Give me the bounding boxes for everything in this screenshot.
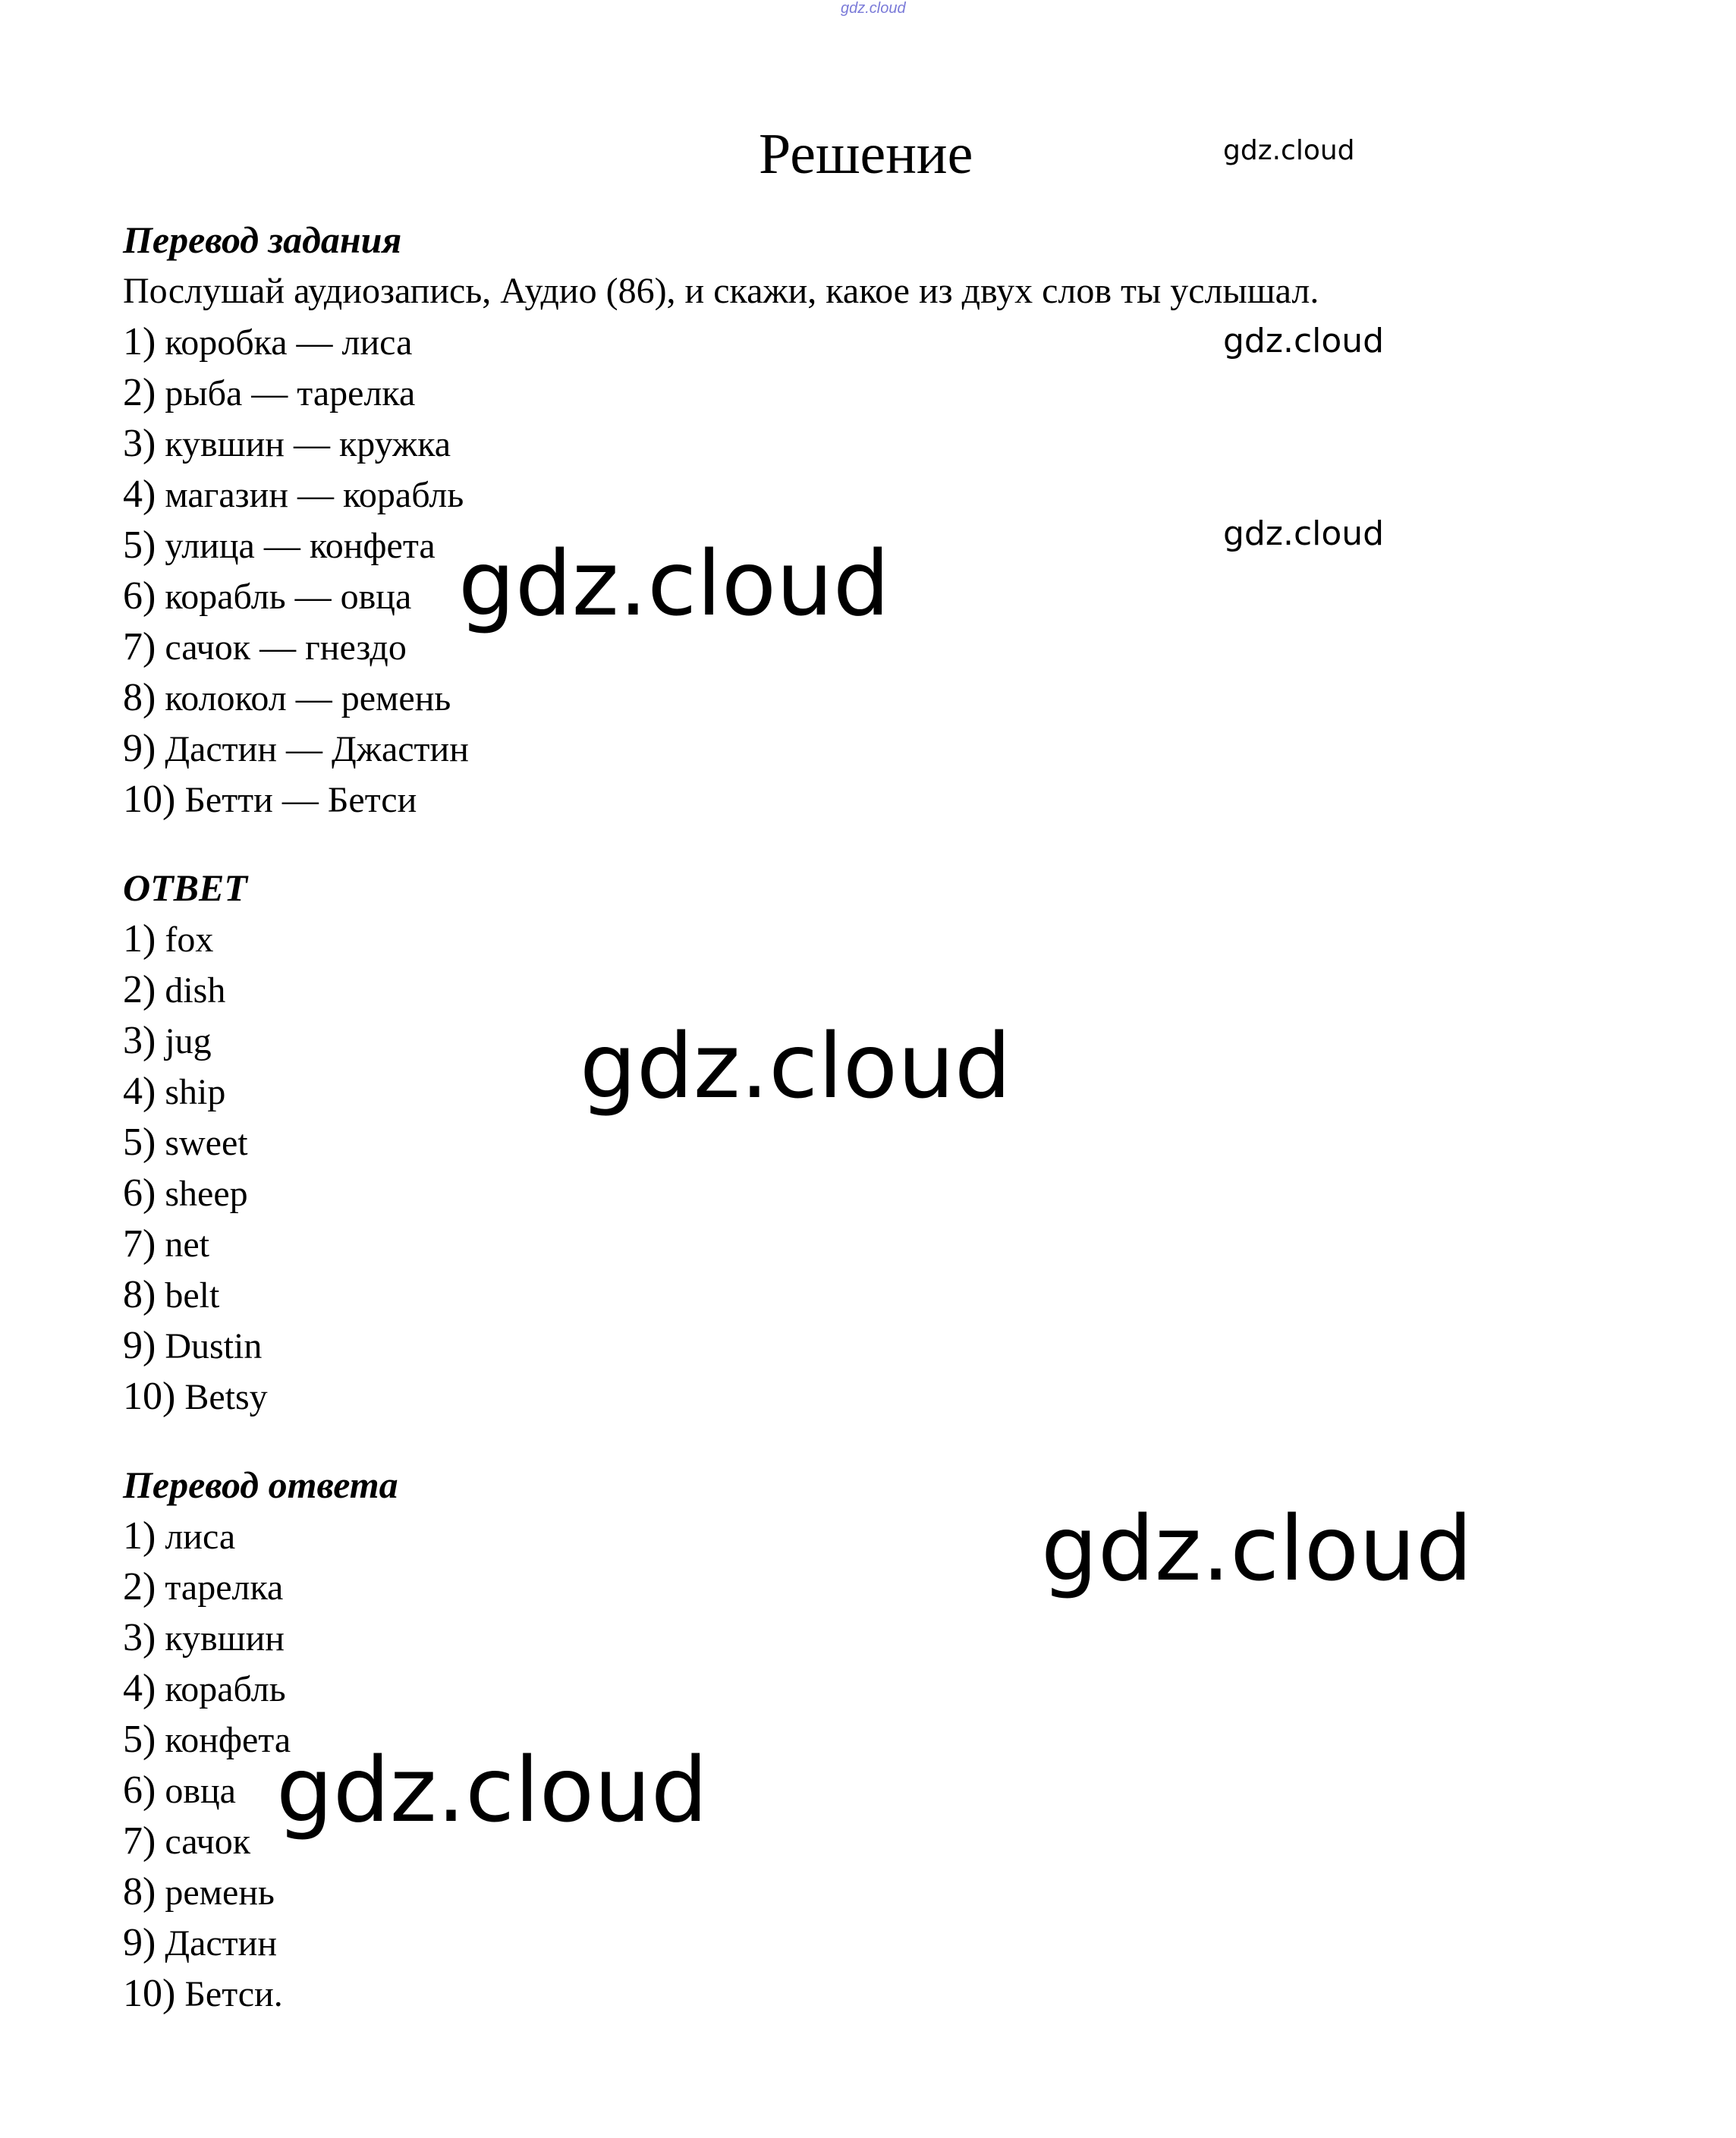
item-text: коробка — лиса [165, 322, 413, 363]
list-item [123, 1371, 1640, 1422]
item-text: jug [165, 1021, 212, 1061]
item-number: 10) [123, 1375, 176, 1418]
list-item [123, 1117, 1640, 1168]
item-text: рыба — тарелка [165, 373, 416, 413]
item-text: Dustin [165, 1326, 263, 1366]
item-text: net [165, 1225, 209, 1265]
item-number: 9) [123, 1921, 156, 1964]
top-watermark: gdz.cloud [841, 0, 906, 17]
list-item [123, 1269, 1640, 1320]
item-text: fox [165, 920, 214, 960]
list-item [123, 672, 1640, 723]
list-item [123, 723, 1640, 774]
item-number: 7) [123, 1222, 156, 1266]
list-item [123, 1320, 1640, 1371]
task-heading: Перевод задания [123, 219, 402, 261]
item-text: овца [165, 1771, 236, 1811]
section-gap [123, 1422, 1640, 1460]
watermark-large-3: gdz.cloud [1041, 1496, 1473, 1601]
list-item [123, 1663, 1640, 1714]
item-number: 10) [123, 1972, 176, 2015]
item-number: 5) [123, 1121, 156, 1164]
item-number: 6) [123, 574, 156, 618]
item-text: корабль — овца [165, 577, 412, 617]
item-text: улица — конфета [165, 526, 436, 566]
item-text: лиса [165, 1517, 236, 1557]
item-text: sweet [165, 1123, 248, 1163]
item-text: Дастин — Джастин [165, 729, 469, 769]
item-number: 10) [123, 778, 176, 821]
watermark-small-2: gdz.cloud [1223, 322, 1385, 360]
item-number: 2) [123, 371, 156, 414]
item-number: 2) [123, 968, 156, 1011]
list-item [123, 964, 1640, 1015]
item-number: 5) [123, 1718, 156, 1761]
task-section [123, 215, 1640, 825]
item-number: 5) [123, 523, 156, 567]
item-number: 6) [123, 1769, 156, 1812]
item-text: dish [165, 970, 226, 1011]
answer-section [123, 863, 1640, 1422]
list-item [123, 316, 1640, 367]
item-text: кувшин [165, 1618, 285, 1659]
item-text: belt [165, 1275, 220, 1316]
translation-heading: Перевод ответа [123, 1464, 398, 1506]
item-text: сачок — гнездо [165, 627, 407, 668]
item-number: 8) [123, 676, 156, 719]
item-number: 8) [123, 1273, 156, 1316]
item-number: 3) [123, 1019, 156, 1062]
item-number: 9) [123, 727, 156, 770]
list-item [123, 1917, 1640, 1968]
item-text: ремень [165, 1872, 275, 1913]
item-text: Бетти — Бетси [184, 780, 417, 820]
item-number: 6) [123, 1171, 156, 1215]
item-number: 2) [123, 1565, 156, 1608]
watermark-large-1: gdz.cloud [458, 531, 890, 636]
item-text: Betsy [184, 1377, 268, 1417]
item-number: 7) [123, 625, 156, 668]
item-number: 1) [123, 917, 156, 961]
item-number: 3) [123, 1616, 156, 1659]
list-item [123, 367, 1640, 418]
item-text: колокол — ремень [165, 678, 451, 718]
item-text: сачок [165, 1822, 251, 1862]
list-item [123, 418, 1640, 469]
item-number: 7) [123, 1819, 156, 1863]
page-title: Решение [759, 122, 973, 186]
item-number: 1) [123, 1514, 156, 1558]
list-item [123, 1168, 1640, 1218]
answer-heading: ОТВЕТ [123, 866, 247, 909]
watermark-small-1: gdz.cloud [1223, 135, 1355, 166]
item-text: магазин — корабль [165, 475, 464, 515]
item-text: корабль [165, 1669, 286, 1709]
item-text: конфета [165, 1720, 291, 1760]
item-number: 4) [123, 1667, 156, 1710]
section-gap [123, 825, 1640, 863]
item-number: 4) [123, 473, 156, 516]
list-item [123, 913, 1640, 964]
item-number: 9) [123, 1324, 156, 1367]
item-text: кувшин — кружка [165, 424, 451, 464]
item-number: 4) [123, 1070, 156, 1113]
answer-list [123, 913, 1640, 1422]
watermark-small-3: gdz.cloud [1223, 514, 1385, 553]
watermark-large-4: gdz.cloud [276, 1737, 708, 1842]
item-text: sheep [165, 1174, 248, 1214]
item-number: 8) [123, 1870, 156, 1913]
item-number: 1) [123, 320, 156, 363]
item-number: 3) [123, 422, 156, 465]
item-text: тарелка [165, 1567, 284, 1608]
item-text: Бетси. [184, 1974, 283, 2014]
list-item [123, 1866, 1640, 1917]
task-instruction: Послушай аудиозапись, Аудио (86), и скажи, какое из двух слов ты услышал. [123, 271, 1319, 311]
list-item [123, 774, 1640, 825]
item-text: Дастин [165, 1923, 278, 1964]
watermark-large-2: gdz.cloud [580, 1014, 1011, 1118]
list-item [123, 1612, 1640, 1663]
list-item [123, 1218, 1640, 1269]
item-text: ship [165, 1072, 226, 1112]
list-item [123, 1968, 1640, 2019]
list-item [123, 469, 1640, 520]
